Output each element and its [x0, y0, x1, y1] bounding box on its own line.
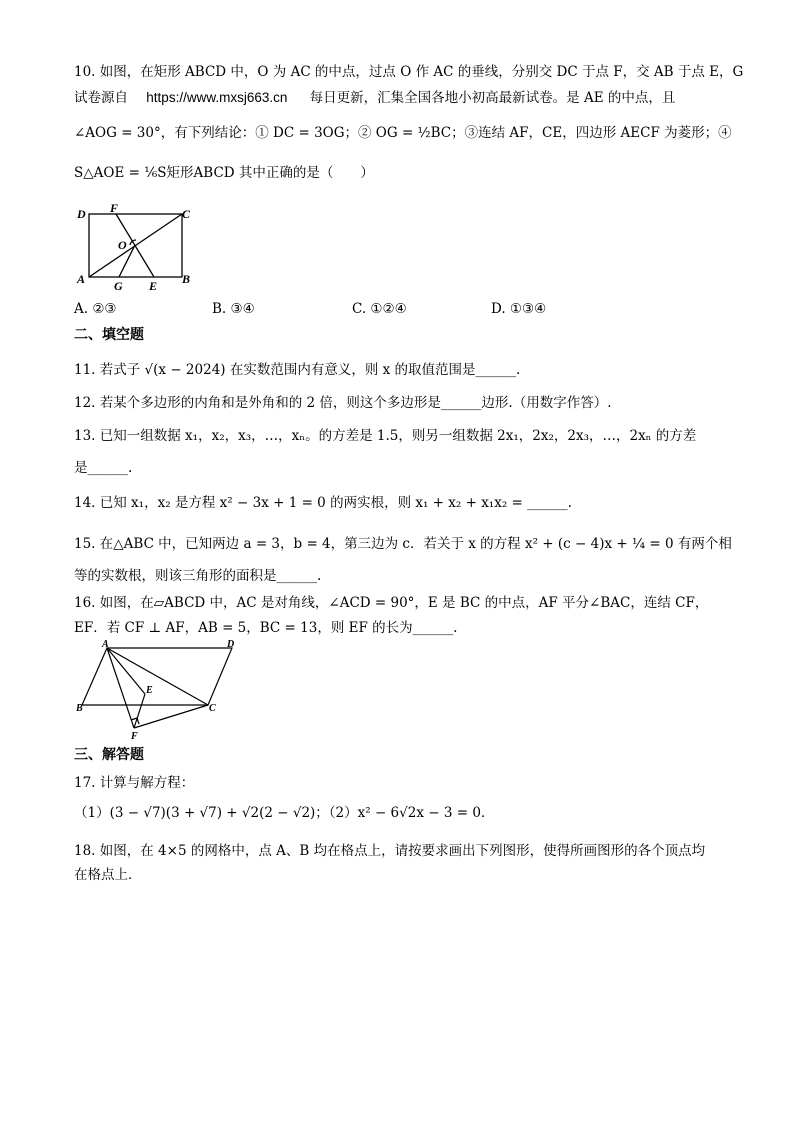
source-url-link[interactable]: https://www.mxsj663.cn	[146, 90, 288, 105]
label-g: G	[114, 279, 123, 293]
q10-source-label: 试卷源自	[74, 90, 128, 106]
q18-line1: 18. 如图，在 4×5 的网格中，点 A、B 均在格点上，请按要求画出下列图形，使得所画图形的各个顶点均	[74, 843, 706, 859]
section-heading-answer: 三、解答题	[74, 747, 144, 763]
label-b: B	[182, 272, 191, 286]
label-d: D	[77, 207, 86, 221]
line-cf	[134, 705, 208, 728]
q15-line2: 等的实数根，则该三角形的面积是______.	[74, 568, 322, 584]
q10-line2	[74, 89, 675, 107]
q17-line2: （1）(3 − √7)(3 + √7) + √2(2 − √2)；（2）x² − 6√2x − 3 = 0．	[74, 805, 495, 821]
q10-line3: ∠AOG = 30°，有下列结论：① DC = 3OG；② OG = ½BC；③连结 AF，CE，四边形 AECF 为菱形；④	[74, 125, 732, 141]
q10-option-c[interactable]: C. ①②④	[352, 301, 407, 317]
q10-rectangle-figure	[72, 204, 202, 296]
label-b: B	[76, 703, 83, 714]
label-d: D	[227, 639, 235, 650]
label-a: A	[102, 639, 109, 650]
q10-option-d[interactable]: D. ①③④	[491, 301, 547, 317]
q16-parallelogram-figure	[72, 638, 242, 742]
line-af	[107, 648, 134, 728]
label-o: O	[118, 238, 127, 252]
q14-text: 14. 已知 x₁，x₂ 是方程 x² − 3x + 1 = 0 的两实根，则 x₁ + x₂ + x₁x₂ = ______.	[74, 495, 572, 511]
diagonal-ac	[107, 648, 208, 705]
label-e: E	[146, 685, 153, 696]
q12-text: 12. 若某个多边形的内角和是外角和的 2 倍，则这个多边形是______边形.（用数字作答）.	[74, 395, 612, 411]
line-ae	[107, 648, 145, 694]
label-f: F	[131, 731, 138, 742]
label-a: A	[77, 272, 86, 286]
line-ef	[134, 694, 145, 728]
q18-line2: 在格点上．	[74, 867, 142, 883]
q10-line2-rest: 每日更新，汇集全国各地小初高最新试卷。是 AE 的中点，且	[309, 90, 676, 106]
q11-text: 11. 若式子 √(x − 2024) 在实数范围内有意义，则 x 的取值范围是______.	[74, 362, 521, 378]
q15-line1: 15. 在△ABC 中，已知两边 a = 3，b = 4，第三边为 c．若关于 x 的方程 x² + (c − 4)x + ¼ = 0 有两个相	[74, 536, 732, 552]
label-f: F	[110, 204, 119, 215]
q10-line1: 10. 如图，在矩形 ABCD 中，O 为 AC 的中点，过点 O 作 AC 的垂线，分别交 DC 于点 F，交 AB 于点 E，G	[74, 64, 744, 80]
q10-option-a[interactable]: A. ②③	[74, 301, 117, 317]
q16-line2: EF．若 CF ⊥ AF，AB = 5，BC = 13，则 EF 的长为______.	[74, 620, 458, 636]
label-c: C	[209, 703, 216, 714]
q10-option-b[interactable]: B. ③④	[212, 301, 255, 317]
q10-line4: S△AOE = ⅙S矩形ABCD 其中正确的是（ ）	[74, 165, 374, 181]
section-heading-fill-blank: 二、填空题	[74, 327, 144, 343]
q17-line1: 17. 计算与解方程：	[74, 775, 195, 791]
label-c: C	[182, 207, 191, 221]
q16-line1: 16. 如图，在▱ABCD 中，AC 是对角线，∠ACD = 90°，E 是 BC 的中点，AF 平分∠BAC，连结 CF，	[74, 595, 709, 611]
label-e: E	[149, 279, 158, 293]
q13-line1: 13. 已知一组数据 x₁，x₂，x₃，…，xₙ。的方差是 1.5，则另一组数据 2x₁，2x₂，2x₃，…，2xₙ 的方差	[74, 428, 697, 444]
q13-line2: 是______.	[74, 460, 133, 476]
